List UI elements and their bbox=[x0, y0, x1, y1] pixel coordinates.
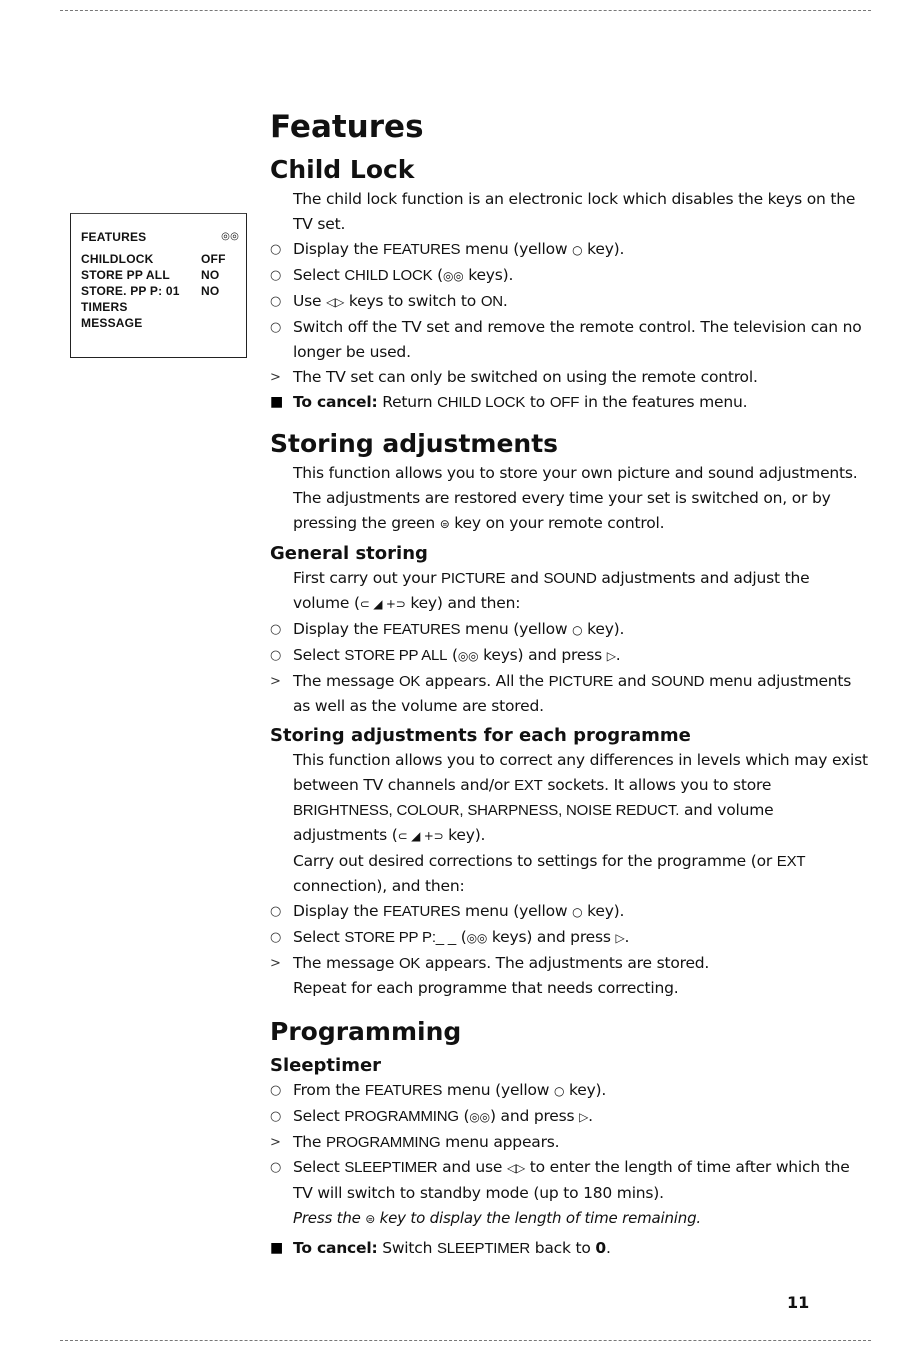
circle-bullet-icon: ○ bbox=[270, 648, 282, 663]
features-menu-screen bbox=[70, 213, 247, 358]
yellow-key-icon: ○ bbox=[572, 623, 583, 637]
circle-bullet-icon: ○ bbox=[270, 268, 282, 283]
each-programme-result: > The message OK appears. The adjustments are stored. bbox=[270, 951, 870, 976]
circle-bullet-icon: ○ bbox=[270, 242, 282, 257]
right-key-icon: ▷ bbox=[606, 649, 616, 663]
each-programme-repeat: Repeat for each programme that needs correcting. bbox=[293, 979, 679, 997]
child-lock-cancel: ■ To cancel: Return CHILD LOCK to OFF in the features menu. bbox=[270, 390, 870, 415]
up-down-keys-icon: ◎◎ bbox=[442, 269, 464, 283]
page-number: 11 bbox=[787, 1293, 810, 1312]
square-bullet-icon: ■ bbox=[270, 394, 284, 410]
general-storing-result: > The message OK appears. All the PICTURE and SOUND menu adjustments as well as the volume are stored. bbox=[270, 669, 870, 719]
sleeptimer-step-3: ○ Select SLEEPTIMER and use ◁▷ to enter the length of time after which the TV will switch to standby mode (up to 180 mins). bbox=[270, 1155, 870, 1206]
child-lock-result: > The TV set can only be switched on using the remote control. bbox=[270, 365, 870, 390]
page-title: Features bbox=[270, 109, 424, 145]
circle-bullet-icon: ○ bbox=[270, 904, 282, 919]
menu-row-store-pp-all: STORE PP ALL NO bbox=[81, 268, 220, 282]
right-key-icon: ▷ bbox=[615, 931, 625, 945]
result-arrow-icon: > bbox=[270, 674, 281, 689]
storing-intro: This function allows you to store your own picture and sound adjustments. The adjustments are restored every time your set is switched on, or by pressing the green ⊜ key on your remote control. bbox=[270, 461, 870, 537]
child-lock-step-3: ○ Use ◁▷ keys to switch to ON. bbox=[270, 289, 870, 315]
each-programme-intro-2: Carry out desired corrections to settings for the programme (or EXT connection), and then: bbox=[293, 852, 806, 895]
circle-bullet-icon: ○ bbox=[270, 320, 282, 335]
main-content bbox=[270, 105, 870, 1261]
menu-row-store-pp-p: STORE. PP P: 01 NO bbox=[81, 284, 220, 298]
up-down-keys-icon: ◎◎ bbox=[221, 231, 239, 242]
menu-title: FEATURES bbox=[81, 230, 147, 244]
general-storing-step-1: ○ Display the FEATURES menu (yellow ○ key). bbox=[270, 617, 870, 643]
programming-heading: Programming bbox=[270, 1017, 462, 1046]
green-key-icon: ⊜ bbox=[439, 517, 450, 531]
result-arrow-icon: > bbox=[270, 1135, 281, 1150]
circle-bullet-icon: ○ bbox=[270, 1109, 282, 1124]
child-lock-step-4: ○ Switch off the TV set and remove the remote control. The television can no longer be used. bbox=[270, 315, 870, 365]
yellow-key-icon: ○ bbox=[572, 243, 583, 257]
general-storing-heading: General storing bbox=[270, 543, 428, 564]
circle-bullet-icon: ○ bbox=[270, 622, 282, 637]
storing-heading: Storing adjustments bbox=[270, 429, 559, 458]
each-programme-heading: Storing adjustments for each programme bbox=[270, 725, 691, 746]
sleeptimer-result: > The PROGRAMMING menu appears. bbox=[270, 1130, 870, 1155]
volume-key-icon: ⊂ ◢ +⊃ bbox=[397, 829, 444, 843]
child-lock-step-1: ○ Display the FEATURES menu (yellow ○ key). bbox=[270, 237, 870, 263]
each-programme-step-1: ○ Display the FEATURES menu (yellow ○ key). bbox=[270, 899, 870, 925]
scan-edge-bottom bbox=[60, 1340, 871, 1341]
sleeptimer-step-2: ○ Select PROGRAMMING (◎◎) and press ▷. bbox=[270, 1104, 870, 1130]
child-lock-heading: Child Lock bbox=[270, 155, 415, 184]
result-arrow-icon: > bbox=[270, 370, 281, 385]
circle-bullet-icon: ○ bbox=[270, 1083, 282, 1098]
menu-row-message: MESSAGE bbox=[81, 316, 143, 330]
square-bullet-icon: ■ bbox=[270, 1240, 284, 1256]
scan-edge-top bbox=[60, 10, 871, 11]
circle-bullet-icon: ○ bbox=[270, 930, 282, 945]
sleeptimer-heading: Sleeptimer bbox=[270, 1055, 382, 1076]
right-key-icon: ▷ bbox=[579, 1110, 589, 1124]
child-lock-intro: The child lock function is an electronic lock which disables the keys on the TV set. bbox=[293, 190, 856, 233]
menu-header bbox=[81, 229, 239, 245]
up-down-keys-icon: ◎◎ bbox=[469, 1110, 490, 1124]
menu-row-childlock: CHILDLOCK OFF bbox=[81, 252, 226, 266]
green-key-icon: ⊜ bbox=[365, 1212, 376, 1226]
up-down-keys-icon: ◎◎ bbox=[457, 649, 479, 663]
sleeptimer-note: Press the ⊜ key to display the length of time remaining. bbox=[270, 1206, 870, 1232]
yellow-key-icon: ○ bbox=[572, 905, 583, 919]
menu-row-timers: TIMERS bbox=[81, 300, 128, 314]
sleeptimer-cancel: ■ To cancel: Switch SLEEPTIMER back to 0. bbox=[270, 1236, 870, 1261]
up-down-keys-icon: ◎◎ bbox=[466, 931, 488, 945]
yellow-key-icon: ○ bbox=[554, 1084, 565, 1098]
circle-bullet-icon: ○ bbox=[270, 1160, 282, 1175]
child-lock-step-2: ○ Select CHILD LOCK (◎◎ keys). bbox=[270, 263, 870, 289]
left-right-keys-icon: ◁▷ bbox=[326, 295, 345, 309]
sleeptimer-step-1: ○ From the FEATURES menu (yellow ○ key). bbox=[270, 1078, 870, 1104]
left-right-keys-icon: ◁▷ bbox=[506, 1161, 526, 1175]
result-arrow-icon: > bbox=[270, 956, 281, 971]
circle-bullet-icon: ○ bbox=[270, 294, 282, 309]
general-storing-step-2: ○ Select STORE PP ALL (◎◎ keys) and press ▷. bbox=[270, 643, 870, 669]
volume-key-icon: ⊂ ◢ +⊃ bbox=[359, 597, 406, 611]
each-programme-step-2: ○ Select STORE PP P:_ _ (◎◎ keys) and press ▷. bbox=[270, 925, 870, 951]
general-storing-intro: First carry out your PICTURE and SOUND adjustments and adjust the volume (⊂ ◢ +⊃ key) and then: bbox=[270, 566, 870, 617]
each-programme-intro: This function allows you to correct any differences in levels which may exist between TV channels and/or EXT sockets. It allows you to store BRIGHTNESS, COLOUR, SHARPNESS, NOISE REDUCT. and volume adjustments (⊂ ◢ +⊃ key). bbox=[270, 748, 870, 849]
